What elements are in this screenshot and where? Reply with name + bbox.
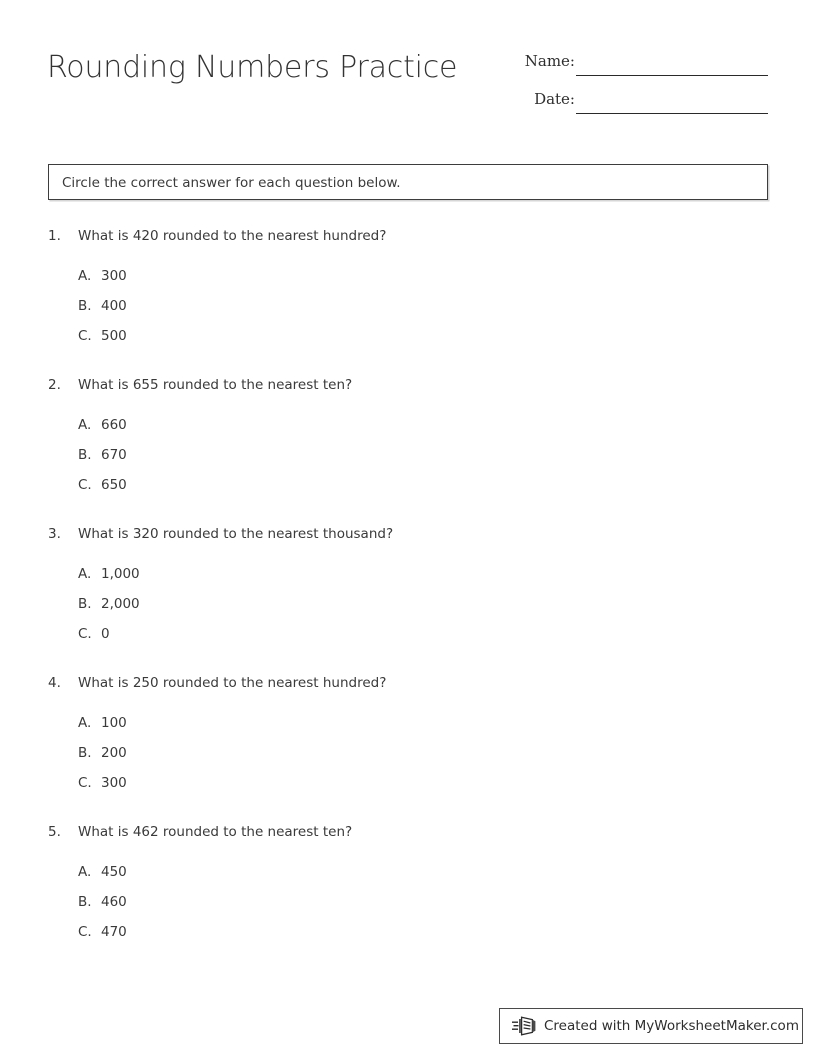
worksheet-maker-logo-icon (512, 1015, 538, 1037)
option-value: 2,000 (101, 596, 140, 612)
answer-option[interactable] (0, 715, 816, 745)
question-prompt (0, 377, 816, 399)
option-letter: A. (78, 566, 92, 582)
option-letter: C. (78, 775, 92, 791)
option-letter: B. (78, 298, 92, 314)
answer-option[interactable] (0, 924, 816, 954)
answer-option[interactable] (0, 298, 816, 328)
name-write-line[interactable] (576, 75, 768, 76)
option-value: 1,000 (101, 566, 140, 582)
option-letter: C. (78, 328, 92, 344)
answer-option[interactable] (0, 596, 816, 626)
name-label: Name: (524, 52, 575, 70)
option-value: 470 (101, 924, 127, 940)
answer-option[interactable] (0, 328, 816, 358)
question-prompt (0, 675, 816, 697)
question-text: What is 250 rounded to the nearest hundred? (78, 675, 387, 691)
answer-option[interactable] (0, 745, 816, 775)
page-title: Rounding Numbers Practice (47, 50, 458, 85)
worksheet-header (0, 0, 816, 130)
answer-option[interactable] (0, 417, 816, 447)
question-text: What is 420 rounded to the nearest hundred? (78, 228, 387, 244)
question-block (0, 824, 816, 954)
option-letter: A. (78, 864, 92, 880)
answer-option[interactable] (0, 626, 816, 656)
option-letter: A. (78, 268, 92, 284)
option-letter: B. (78, 745, 92, 761)
question-block (0, 228, 816, 358)
name-date-fields (505, 50, 775, 126)
option-value: 660 (101, 417, 127, 433)
question-list (0, 228, 816, 973)
question-prompt (0, 824, 816, 846)
question-prompt (0, 526, 816, 548)
option-value: 670 (101, 447, 127, 463)
option-letter: C. (78, 477, 92, 493)
question-text: What is 655 rounded to the nearest ten? (78, 377, 353, 393)
question-number: 4. (48, 675, 61, 691)
name-field-row (505, 50, 775, 88)
date-write-line[interactable] (576, 113, 768, 114)
option-letter: B. (78, 894, 92, 910)
date-label: Date: (534, 90, 575, 108)
footer-credit-text: Created with MyWorksheetMaker.com (544, 1018, 799, 1034)
option-value: 100 (101, 715, 127, 731)
question-number: 5. (48, 824, 61, 840)
question-number: 3. (48, 526, 61, 542)
answer-option[interactable] (0, 775, 816, 805)
option-value: 650 (101, 477, 127, 493)
option-value: 450 (101, 864, 127, 880)
option-letter: B. (78, 596, 92, 612)
instruction-box (48, 164, 768, 200)
option-value: 460 (101, 894, 127, 910)
answer-option[interactable] (0, 894, 816, 924)
answer-option[interactable] (0, 477, 816, 507)
question-prompt (0, 228, 816, 250)
answer-option[interactable] (0, 566, 816, 596)
question-number: 1. (48, 228, 61, 244)
answer-option[interactable] (0, 864, 816, 894)
answer-option[interactable] (0, 268, 816, 298)
question-block (0, 675, 816, 805)
option-value: 300 (101, 775, 127, 791)
instruction-text: Circle the correct answer for each question below. (62, 175, 401, 191)
question-block (0, 526, 816, 656)
footer-credit-badge[interactable] (499, 1008, 803, 1044)
question-block (0, 377, 816, 507)
option-letter: A. (78, 715, 92, 731)
option-value: 400 (101, 298, 127, 314)
option-letter: A. (78, 417, 92, 433)
question-text: What is 320 rounded to the nearest thousand? (78, 526, 394, 542)
option-value: 0 (101, 626, 110, 642)
option-value: 200 (101, 745, 127, 761)
option-letter: C. (78, 626, 92, 642)
answer-option[interactable] (0, 447, 816, 477)
option-letter: C. (78, 924, 92, 940)
option-value: 300 (101, 268, 127, 284)
option-value: 500 (101, 328, 127, 344)
question-number: 2. (48, 377, 61, 393)
question-text: What is 462 rounded to the nearest ten? (78, 824, 353, 840)
option-letter: B. (78, 447, 92, 463)
date-field-row (505, 88, 775, 126)
